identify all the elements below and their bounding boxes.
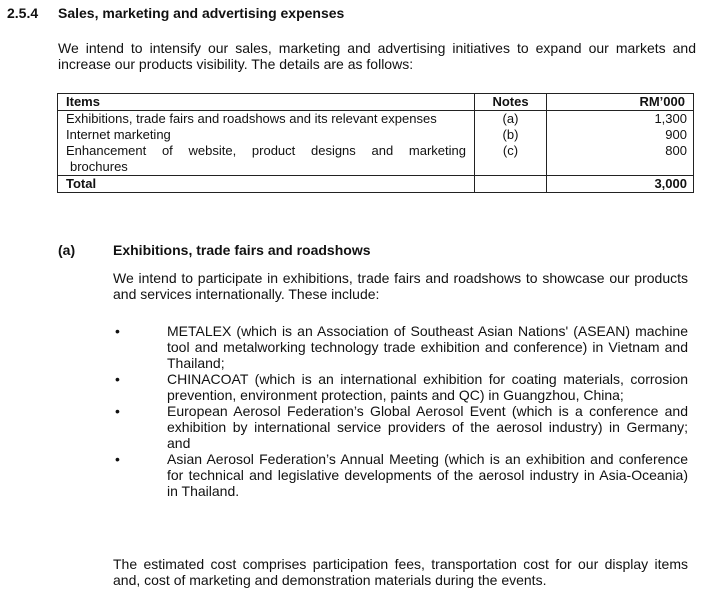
total-label: Total xyxy=(58,176,475,193)
table-row-item: Internet marketing xyxy=(66,127,171,142)
bullet-icon: • xyxy=(115,371,120,387)
table-row-amount: 900 xyxy=(665,127,687,142)
section-title: Sales, marketing and advertising expenses xyxy=(58,5,345,21)
table-row-note: (b) xyxy=(502,127,519,142)
table-row-note: (a) xyxy=(502,111,519,126)
list-item xyxy=(113,451,688,499)
list-item xyxy=(113,371,688,403)
subsection-title: Exhibitions, trade fairs and roadshows xyxy=(113,242,371,258)
events-list xyxy=(113,323,688,499)
header-amount: RM’000 xyxy=(547,94,694,111)
header-notes: Notes xyxy=(475,94,547,111)
subsection-label: (a) xyxy=(58,242,76,258)
list-item-text: METALEX (which is an Association of Southeast Asian Nations' (ASEAN) machine tool and metalworking technology trade exhibition and conference) in Vietnam and Thailand; xyxy=(167,323,688,371)
expenses-table xyxy=(57,93,694,193)
total-notes-empty xyxy=(475,176,547,193)
table-row-note: (c) xyxy=(502,143,519,158)
list-item-text: CHINACOAT (which is an international exhibition for coating materials, corrosion prevention, environment protection, paints and QC) in Guangzhou, China; xyxy=(167,371,688,403)
table-total-row xyxy=(58,176,694,193)
table-row-amount: 800 xyxy=(665,143,687,158)
section-number: 2.5.4 xyxy=(7,5,39,21)
table-row-item: Enhancement of website, product designs and marketing xyxy=(66,143,466,158)
bullet-icon: • xyxy=(115,323,120,339)
list-item xyxy=(113,323,688,371)
list-item-text: European Aerosol Federation’s Global Aerosol Event (which is a conference and exhibition by international service providers of the aerosol industry) in Germany; and xyxy=(167,403,688,451)
subsection-outro: The estimated cost comprises participation fees, transportation cost for our display items and, cost of marketing and demonstration materials during the events. xyxy=(113,556,688,588)
header-items: Items xyxy=(58,94,475,111)
table-body-row xyxy=(58,111,694,176)
notes-cell xyxy=(475,111,547,176)
subsection-intro: We intend to participate in exhibitions, trade fairs and roadshows to showcase our products and services internationally. These include: xyxy=(113,270,688,302)
table-header-row xyxy=(58,94,694,111)
amount-cell xyxy=(547,111,694,176)
total-amount: 3,000 xyxy=(547,176,694,193)
bullet-icon: • xyxy=(115,403,120,419)
items-cell xyxy=(58,111,475,176)
list-item-text: Asian Aerosol Federation’s Annual Meeting (which is an exhibition and conference for technical and legislative developments of the aerosol industry in Asia-Oceania) in Thailand. xyxy=(167,451,688,499)
table-row-item: Exhibitions, trade fairs and roadshows and its relevant expenses xyxy=(66,111,437,126)
section-intro: We intend to intensify our sales, marketing and advertising initiatives to expand our markets and increase our products visibility. The details are as follows: xyxy=(58,40,696,72)
bullet-icon: • xyxy=(115,451,120,467)
table-row-item-continued: brochures xyxy=(70,159,128,174)
list-item xyxy=(113,403,688,451)
table-row-amount: 1,300 xyxy=(654,111,687,126)
